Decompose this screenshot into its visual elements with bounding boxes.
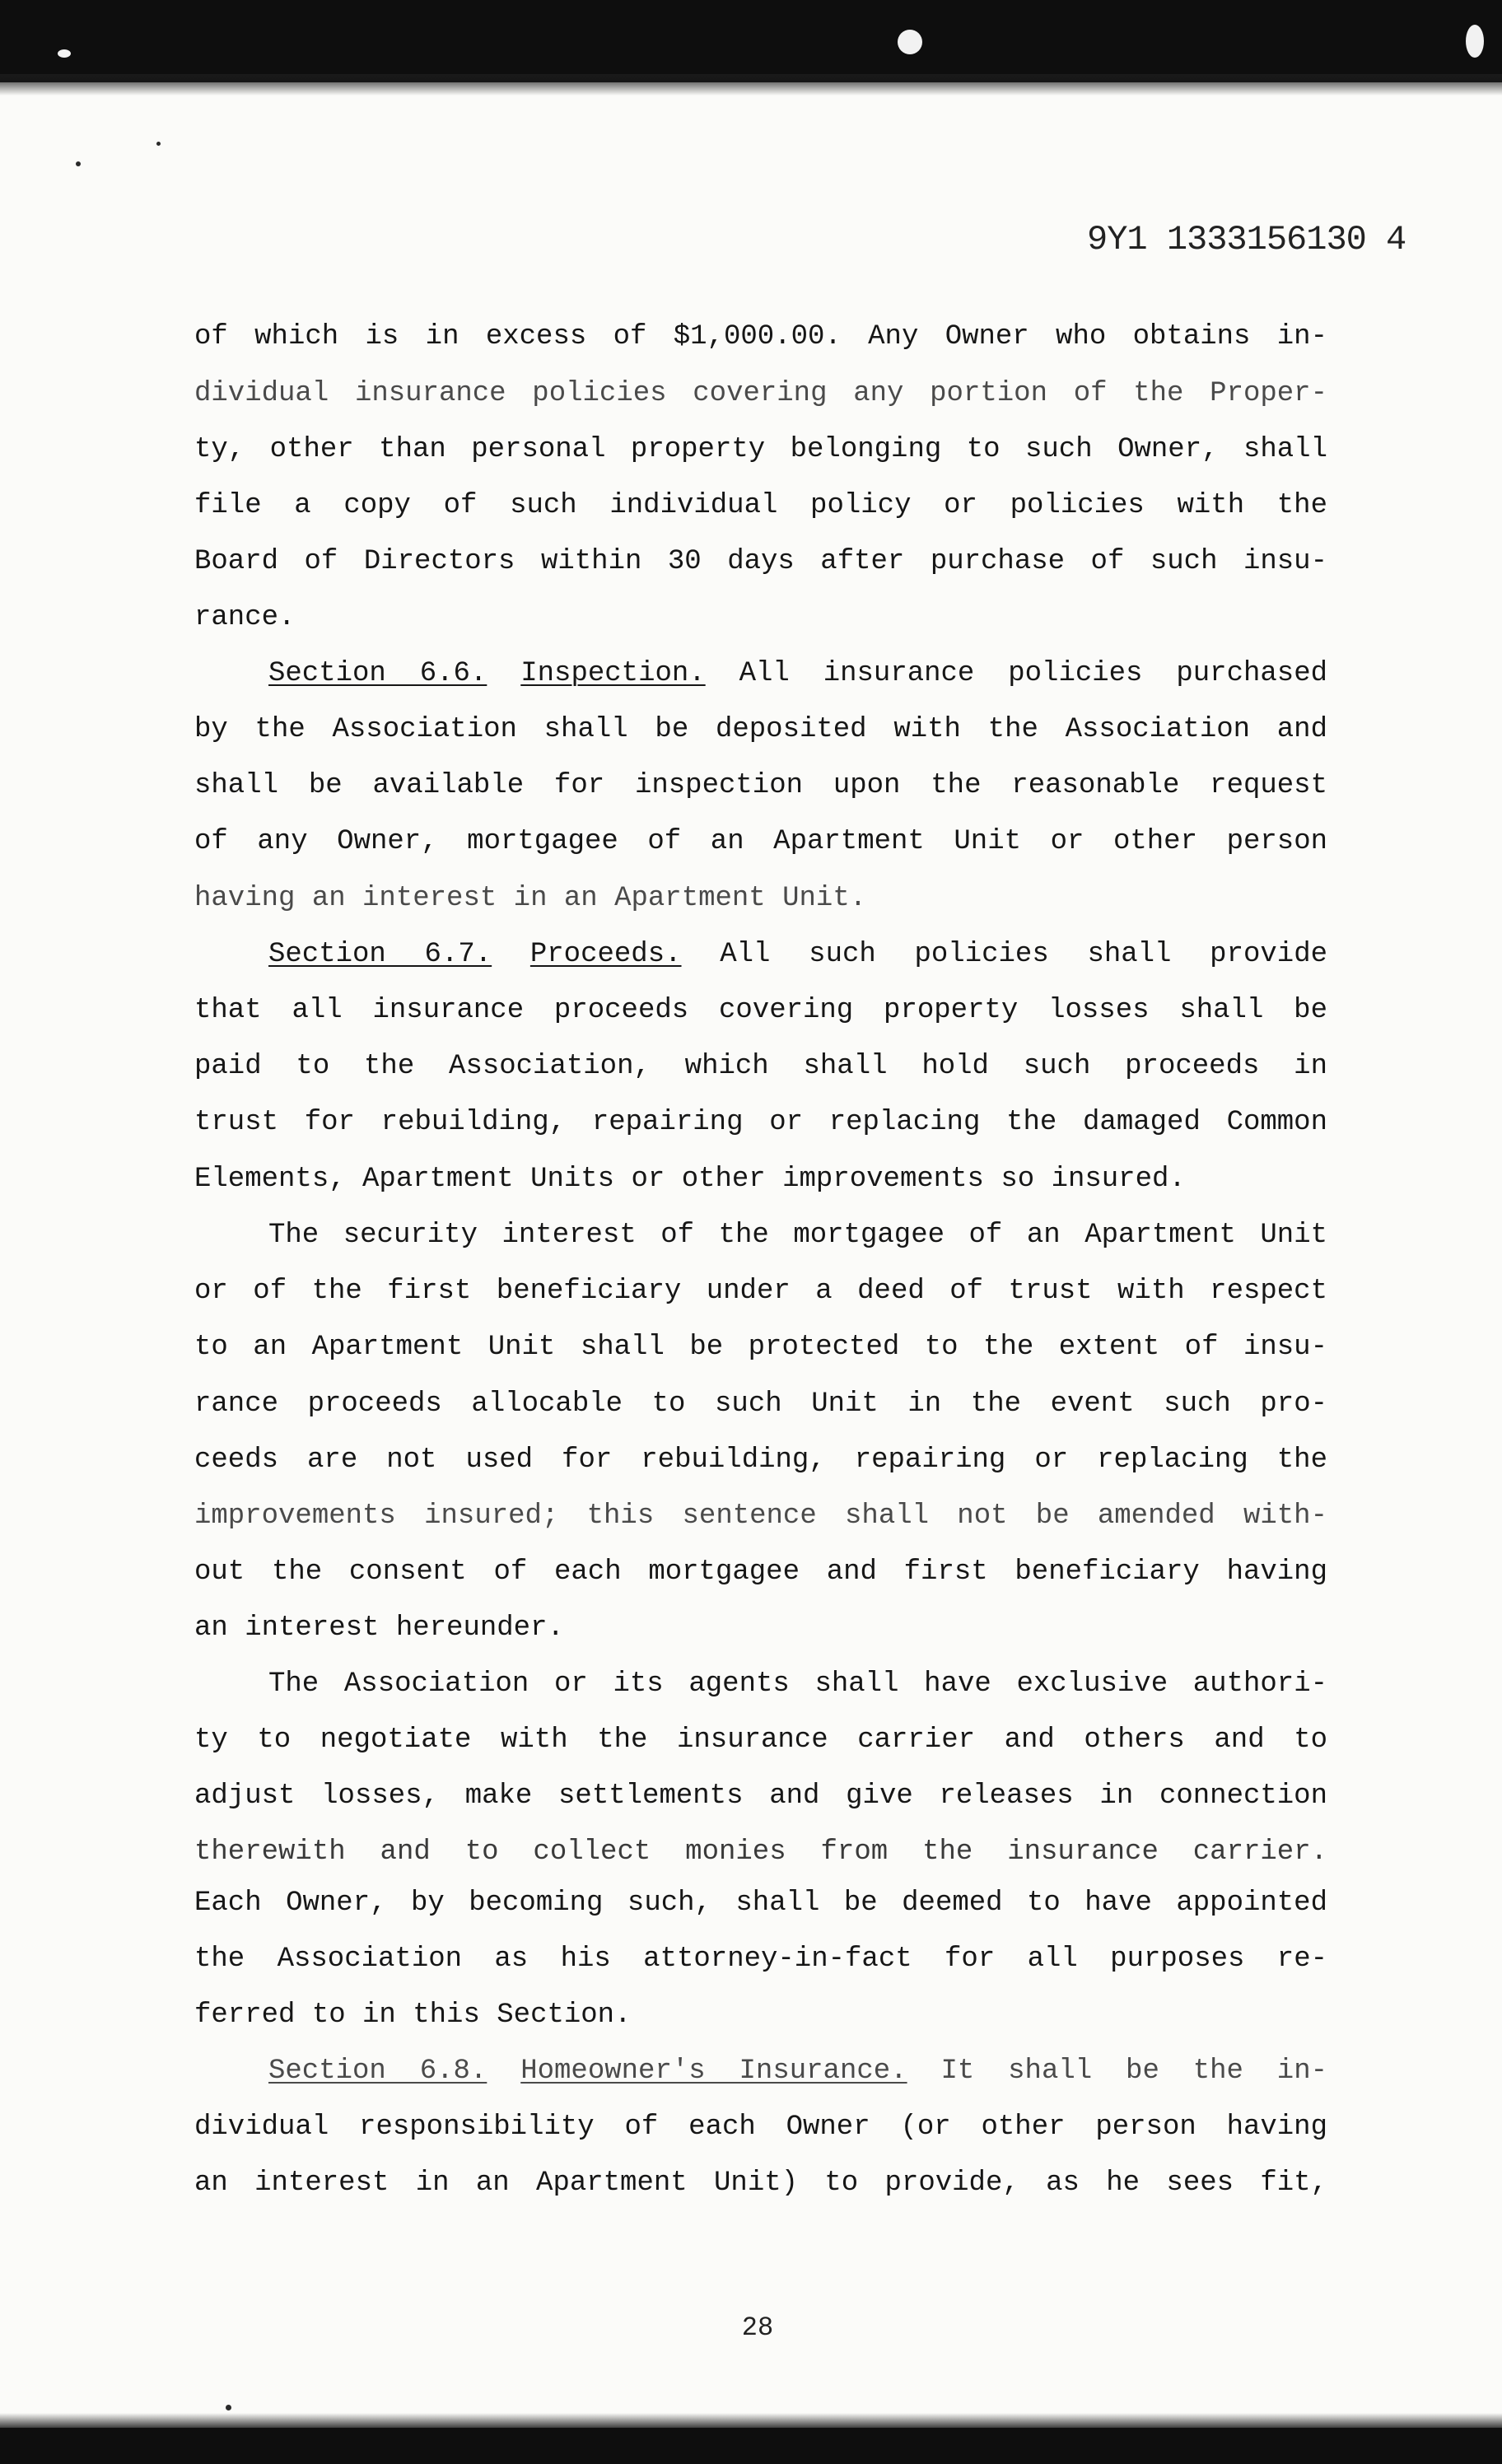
text-line: file a copy of such individual policy or policies with the [194, 490, 1327, 521]
document-number-stamp: 9Y1 1333156130 4 [1087, 220, 1406, 259]
section-6-8-title: Homeowner's Insurance. [520, 2056, 907, 2087]
text-line: ty, other than personal property belonging to such Owner, shall [194, 434, 1327, 465]
text-line: The security interest of the mortgagee of an Apartment Unit [268, 1220, 1327, 1251]
section-6-7-line [268, 931, 1327, 978]
section-6-8-number: Section 6.8. [268, 2056, 487, 2087]
scan-artifact [156, 142, 161, 146]
text-line: rance. [194, 602, 296, 633]
scan-border-bottom [0, 2428, 1502, 2464]
text-line: Board of Directors within 30 days after purchase of such insu- [194, 546, 1327, 577]
text-line: an interest hereunder. [194, 1612, 564, 1644]
text-line: of any Owner, mortgagee of an Apartment Unit or other person [194, 826, 1327, 857]
scan-artifact [898, 30, 922, 54]
text-line: dividual insurance policies covering any portion of the Proper- [194, 378, 1327, 409]
section-6-8-line [268, 2047, 1327, 2095]
section-6-6-number: Section 6.6. [268, 658, 487, 689]
section-6-7-number: Section 6.7. [268, 939, 492, 970]
text-line: improvements insured; this sentence shall not be amended with- [194, 1500, 1327, 1532]
text-line: to an Apartment Unit shall be protected to the extent of insu- [194, 1332, 1327, 1363]
text-line: ceeds are not used for rebuilding, repairing or replacing the [194, 1444, 1327, 1476]
section-6-7-title: Proceeds. [529, 939, 682, 970]
section-6-6-line [268, 650, 1327, 698]
scan-artifact [76, 161, 81, 166]
text-line: an interest in an Apartment Unit) to provide, as he sees fit, [194, 2168, 1327, 2199]
section-6-6-title: Inspection. [520, 658, 706, 689]
text-line: that all insurance proceeds covering property losses shall be [194, 995, 1327, 1026]
text-line: rance proceeds allocable to such Unit in the event such pro- [194, 1388, 1327, 1420]
section-6-6-text: All insurance policies purchased [705, 658, 1327, 689]
text-line: by the Association shall be deposited with the Association and [194, 714, 1327, 745]
text-line: ferred to in this Section. [194, 2000, 632, 2031]
text-line: dividual responsibility of each Owner (or other person having [194, 2112, 1327, 2143]
section-6-7-text: All such policies shall provide [681, 939, 1327, 970]
text-line: paid to the Association, which shall hold such proceeds in [194, 1051, 1327, 1082]
scan-border-top [0, 0, 1502, 82]
text-line: having an interest in an Apartment Unit. [194, 883, 867, 914]
text-line: Each Owner, by becoming such, shall be deemed to have appointed [194, 1888, 1327, 1919]
text-line: or of the first beneficiary under a deed of trust with respect [194, 1276, 1327, 1307]
text-line: out the consent of each mortgagee and first beneficiary having [194, 1556, 1327, 1588]
page-number: 28 [741, 2312, 774, 2343]
text-line: the Association as his attorney-in-fact for all purposes re- [194, 1944, 1327, 1975]
scan-border-top-fade [0, 74, 1502, 96]
text-line: shall be available for inspection upon the reasonable request [194, 770, 1327, 801]
text-line: of which is in excess of $1,000.00. Any Owner who obtains in- [194, 321, 1327, 352]
text-line: The Association or its agents shall have exclusive authori- [268, 1668, 1327, 1700]
text-line: Elements, Apartment Units or other improvements so insured. [194, 1164, 1186, 1195]
section-6-8-text: It shall be the in- [907, 2056, 1328, 2087]
scan-artifact [1466, 25, 1484, 58]
scan-artifact [226, 2405, 231, 2410]
text-line: ty to negotiate with the insurance carrier and others and to [194, 1724, 1327, 1756]
text-line: adjust losses, make settlements and give releases in connection [194, 1780, 1327, 1812]
scan-artifact [58, 49, 71, 58]
scan-border-bottom-fade [0, 2413, 1502, 2429]
text-line-cut-off: therewith and to collect monies from the insurance carrier. [194, 1836, 1327, 1868]
text-line: trust for rebuilding, repairing or replacing the damaged Common [194, 1107, 1327, 1138]
